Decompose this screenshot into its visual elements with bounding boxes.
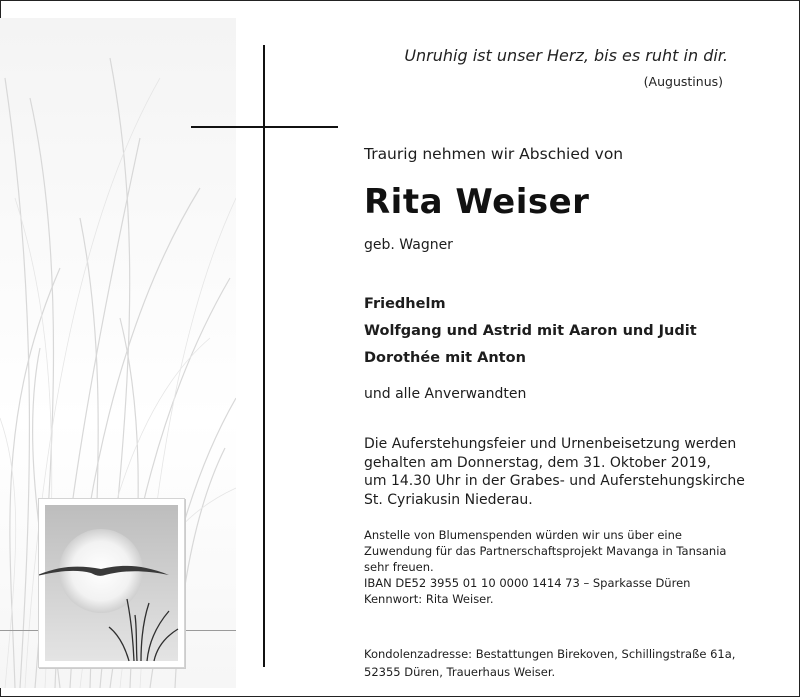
service-line: St. Cyriakusin Niederau.	[364, 491, 533, 508]
donation-line: sehr freuen.	[364, 560, 434, 574]
deceased-name: Rita Weiser	[364, 182, 590, 222]
relatives-line: und alle Anverwandten	[364, 386, 527, 402]
cross-horizontal-bar	[191, 126, 338, 128]
condolence-line: 52355 Düren, Trauerhaus Weiser.	[364, 665, 556, 679]
service-line: gehalten am Donnerstag, dem 31. Oktober 2019,	[364, 454, 711, 471]
intro-line: Traurig nehmen wir Abschied von	[364, 145, 624, 163]
donation-line: Anstelle von Blumenspenden würden wir uns über eine	[364, 528, 682, 542]
service-line: Die Auferstehungsfeier und Urnenbeisetzung werden	[364, 436, 737, 452]
sunset-bird-picture	[38, 498, 185, 668]
donation-line: Zuwendung für das Partnerschaftsprojekt Mavanga in Tansania	[364, 544, 727, 558]
cross-vertical-bar	[263, 45, 265, 667]
service-line: um 14.30 Uhr in der Grabes- und Auferstehungskirche	[364, 473, 745, 489]
service-details	[364, 435, 764, 509]
family-member: Dorothée mit Anton	[364, 350, 526, 366]
bird-sun-image	[39, 499, 184, 667]
maiden-name: geb. Wagner	[364, 237, 453, 253]
condolence-address	[364, 645, 784, 681]
donation-keyword: Kennwort: Rita Weiser.	[364, 592, 494, 606]
family-member: Friedhelm	[364, 296, 446, 312]
donation-iban: IBAN DE52 3955 01 10 0000 1414 73 – Sparkasse Düren	[364, 576, 691, 590]
donation-details	[364, 527, 774, 607]
quote-text: Unruhig ist unser Herz, bis es ruht in dir.	[404, 46, 728, 65]
family-member: Wolfgang und Astrid mit Aaron und Judit	[364, 323, 697, 339]
quote-author: (Augustinus)	[643, 74, 723, 89]
condolence-line: Kondolenzadresse: Bestattungen Birekoven, Schillingstraße 61a,	[364, 647, 736, 661]
